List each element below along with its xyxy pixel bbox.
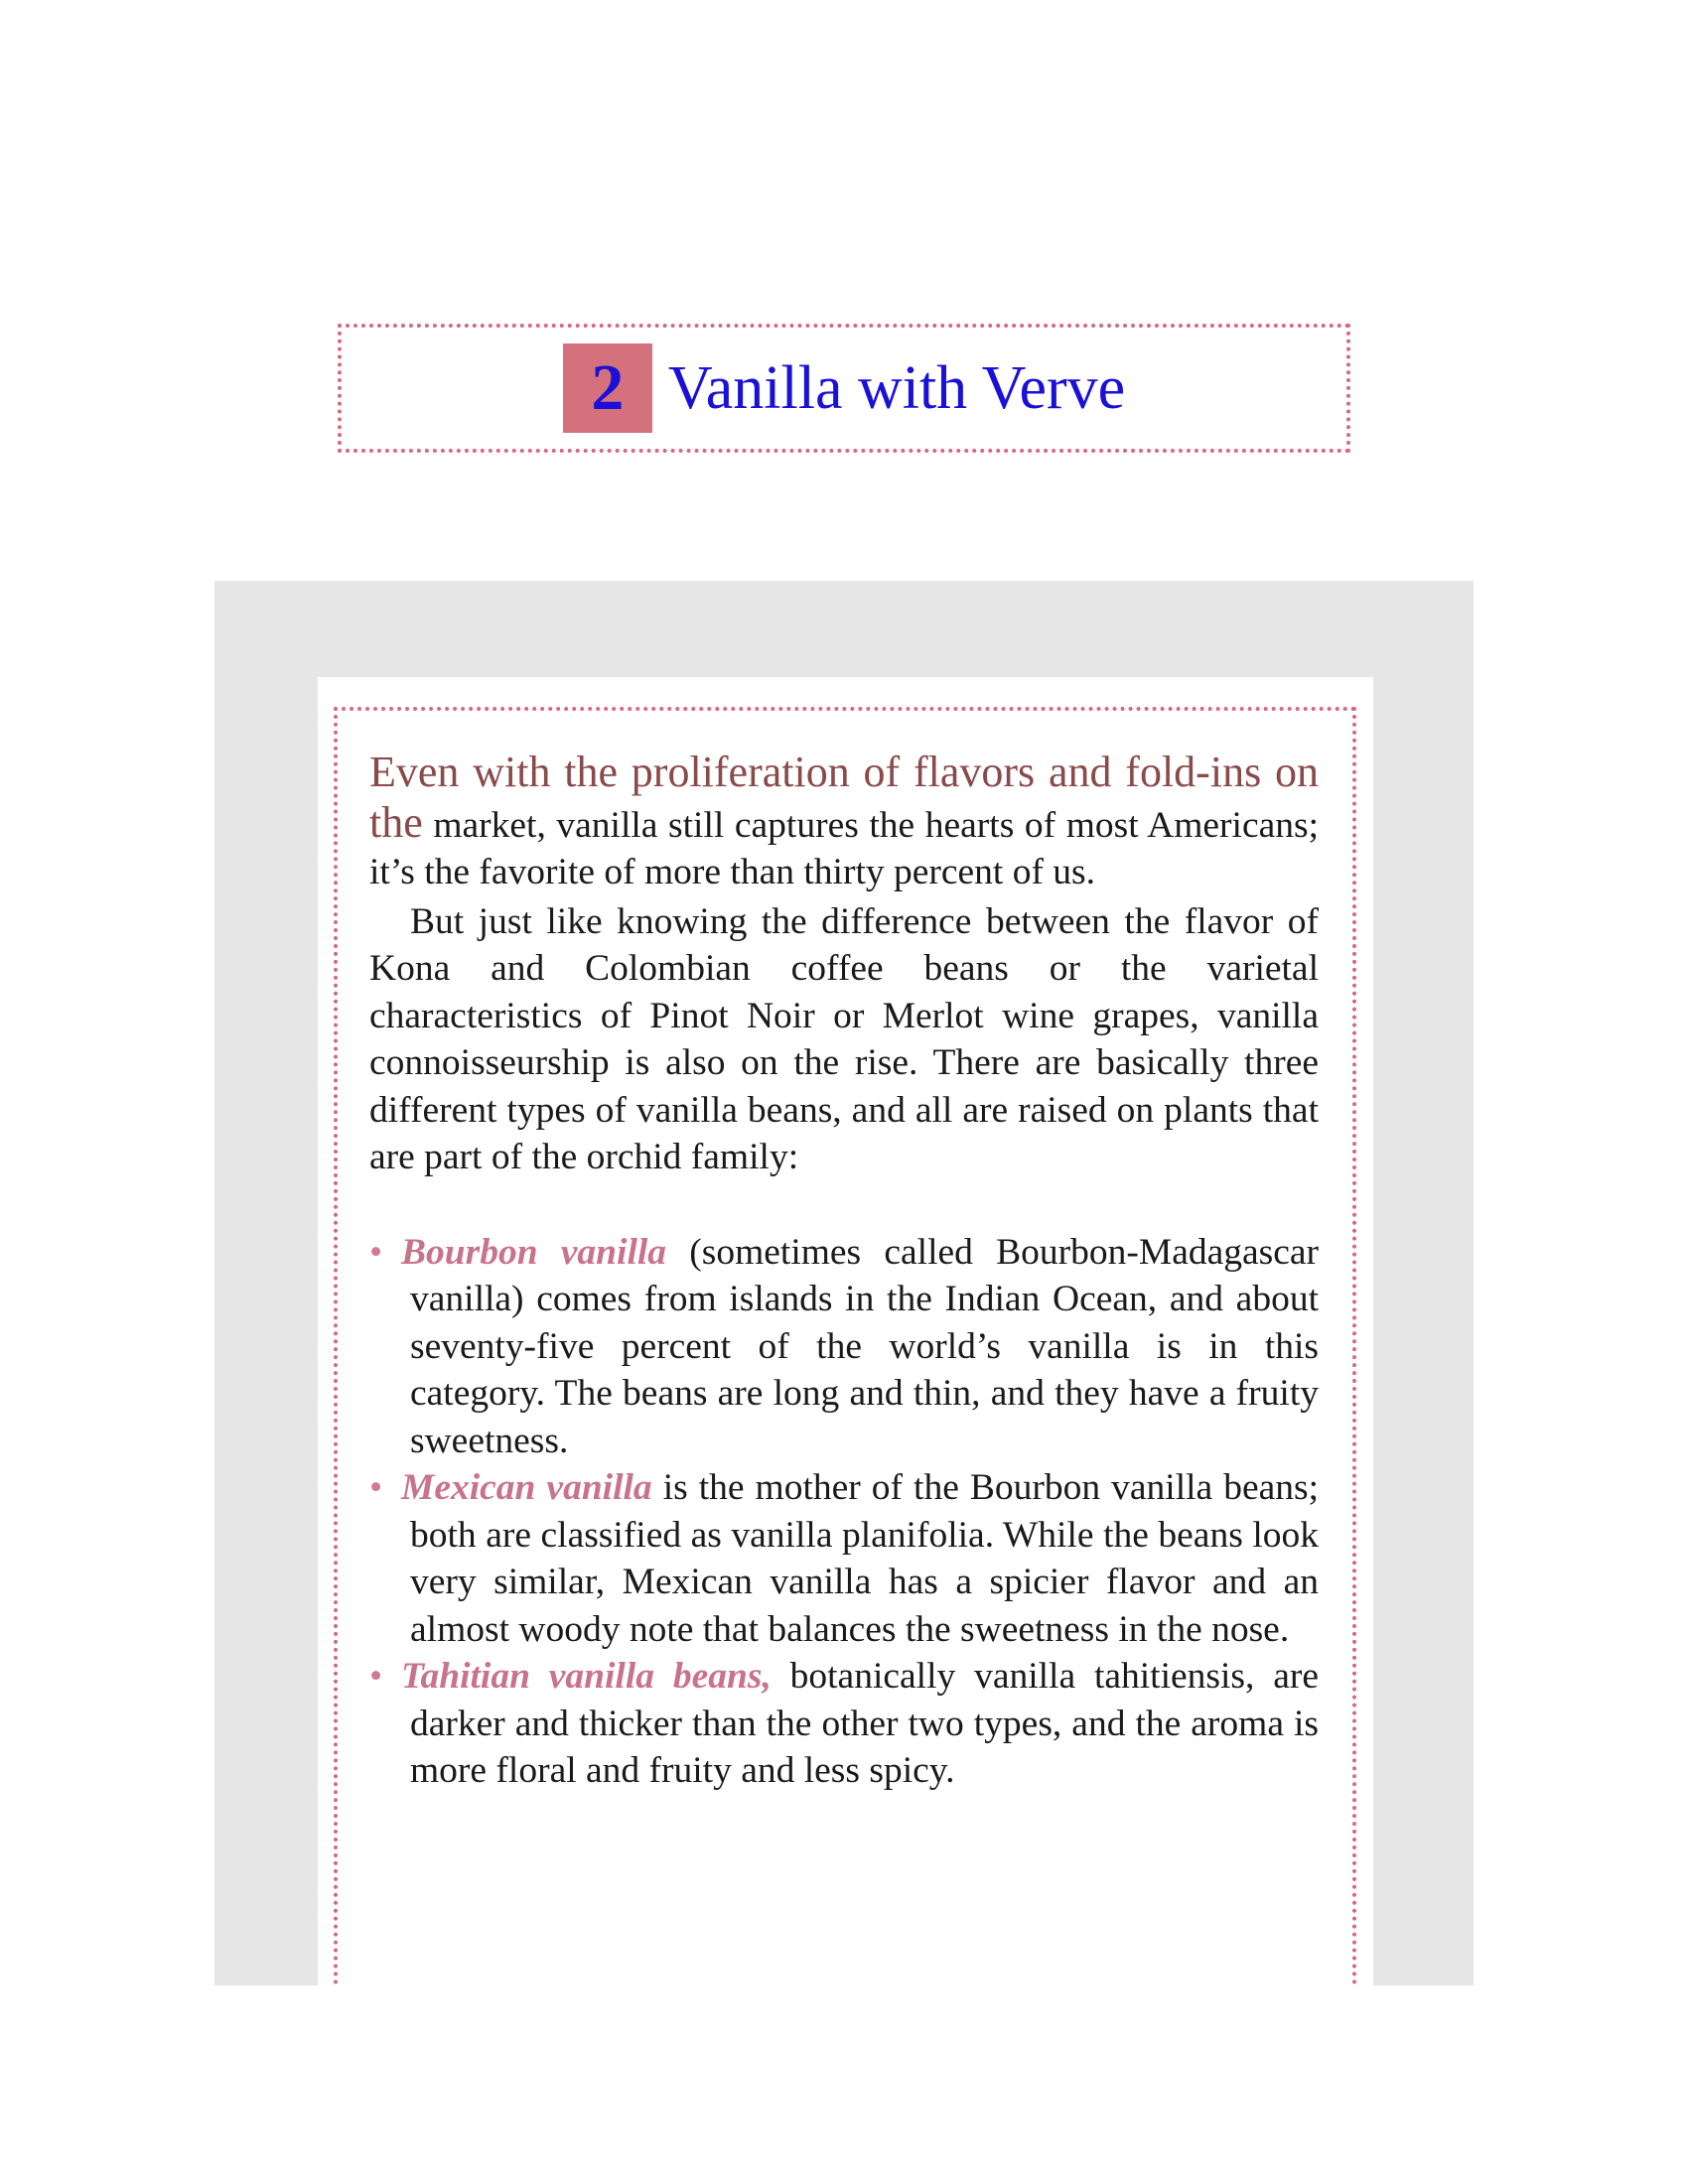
paragraph-vanilla-types: But just like knowing the difference between the flavor of Kona and Colombian coffee beans or the varietal characteristics of Pinot Noir or Merlot wine grapes, vanilla connoisseurship is also on the rise. There are basically three different types of vanilla beans, and all are raised on plants that are part of the orchid family: <box>369 900 1319 1177</box>
desc-bourbon: (sometimes called Bourbon-Madagascar vanilla) comes from islands in the Indian Ocean, and about seventy-five percent of the world’s vanilla is in this category. The beans are long and thin, and they have a fruity sweetness. <box>410 1231 1319 1461</box>
term-mexican: Mexican vanilla <box>401 1467 652 1508</box>
intro-paragraph <box>369 749 1319 896</box>
chapter-number: 2 <box>563 343 652 433</box>
desc-tahitian: botanically vanilla tahitiensis, are darker and thicker than the other two types, and the aroma is more floral and fruity and less spicy. <box>410 1656 1319 1791</box>
intro-rest: market, vanilla still captures the hearts of most Americans; it’s the favorite of more than thirty percent of us. <box>369 804 1319 892</box>
desc-mexican: is the mother of the Bourbon vanilla beans; both are classified as vanilla planifolia. While the beans look very similar, Mexican vanilla has a spicier flavor and an almost woody note that balances the sweetness in the nose. <box>410 1467 1319 1650</box>
vanilla-types-list <box>369 1229 1319 1795</box>
intro-lead: Even with the proliferation of flavors and fold-ins on the <box>369 748 1319 847</box>
body-text <box>369 749 1319 1795</box>
chapter-heading <box>563 343 1125 433</box>
bullet-icon: • <box>369 1231 383 1273</box>
chapter-heading-box <box>338 324 1350 453</box>
bullet-icon: • <box>369 1656 383 1697</box>
bullet-icon: • <box>369 1467 383 1508</box>
term-tahitian: Tahitian vanilla beans, <box>401 1656 772 1697</box>
term-bourbon: Bourbon vanilla <box>401 1231 667 1273</box>
list-item-tahitian <box>369 1653 1319 1795</box>
list-item-bourbon <box>369 1229 1319 1465</box>
chapter-title: Vanilla with Verve <box>667 353 1126 422</box>
list-item-mexican <box>369 1464 1319 1653</box>
